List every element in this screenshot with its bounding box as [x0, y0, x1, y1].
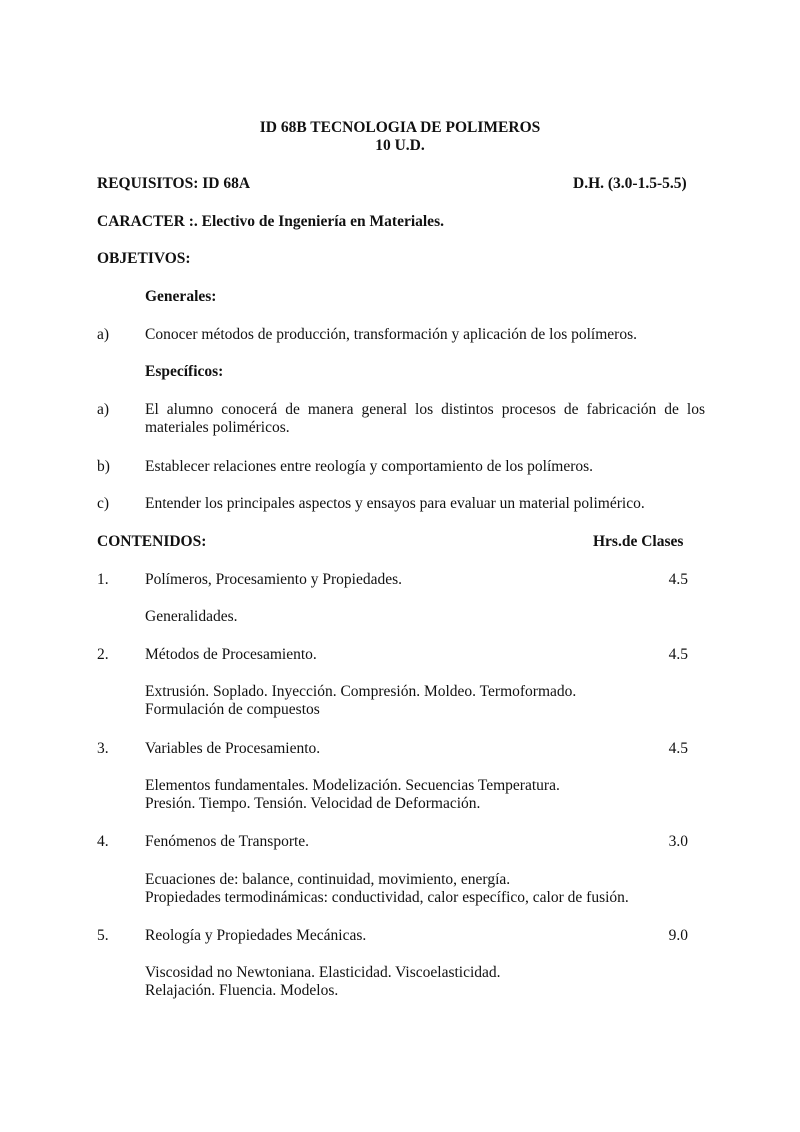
especificos-item: Establecer relaciones entre reología y comportamiento de los polímeros.: [145, 458, 594, 475]
content-title: Reología y Propiedades Mecánicas.: [145, 927, 367, 944]
content-number: 5.: [97, 927, 109, 944]
especificos-item: Entender los principales aspectos y ensayos para evaluar un material polimérico.: [145, 495, 645, 512]
content-hours: 9.0: [668, 927, 688, 944]
generales-heading: Generales:: [145, 288, 217, 305]
content-title: Fenómenos de Transporte.: [145, 833, 310, 850]
content-desc: Presión. Tiempo. Tensión. Velocidad de Deformación.: [145, 795, 481, 812]
content-hours: 4.5: [668, 571, 688, 588]
content-hours: 3.0: [668, 833, 688, 850]
content-desc: Ecuaciones de: balance, continuidad, movimiento, energía.: [145, 871, 511, 888]
content-title: Variables de Procesamiento.: [145, 740, 321, 757]
content-title: Polímeros, Procesamiento y Propiedades.: [145, 571, 402, 588]
content-desc: Relajación. Fluencia. Modelos.: [145, 982, 339, 999]
especificos-heading: Específicos:: [145, 363, 224, 380]
content-number: 2.: [97, 646, 109, 663]
generales-item: Conocer métodos de producción, transformación y aplicación de los polímeros.: [145, 326, 637, 343]
content-number: 4.: [97, 833, 109, 850]
content-number: 1.: [97, 571, 109, 588]
especificos-item-line1: El alumno conocerá de manera general los distintos procesos de fabricación de los: [145, 401, 705, 418]
content-hours: 4.5: [668, 740, 688, 757]
course-units: 10 U.D.: [375, 137, 425, 154]
objetivos-heading: OBJETIVOS:: [97, 250, 191, 267]
especificos-marker: c): [97, 495, 110, 512]
content-desc: Generalidades.: [145, 608, 238, 625]
content-hours: 4.5: [668, 646, 688, 663]
especificos-item-line2: materiales poliméricos.: [145, 419, 290, 436]
caracter-line: CARACTER :. Electivo de Ingeniería en Materiales.: [97, 213, 444, 230]
especificos-marker: b): [97, 458, 110, 475]
content-desc: Formulación de compuestos: [145, 701, 320, 718]
content-desc: Elementos fundamentales. Modelización. Secuencias Temperatura.: [145, 777, 560, 794]
generales-marker: a): [97, 326, 110, 343]
dh-hours: D.H. (3.0-1.5-5.5): [573, 175, 687, 192]
content-desc: Viscosidad no Newtoniana. Elasticidad. Viscoelasticidad.: [145, 964, 501, 981]
content-title: Métodos de Procesamiento.: [145, 646, 317, 663]
contenidos-heading: CONTENIDOS:: [97, 533, 207, 550]
hours-heading: Hrs.de Clases: [593, 533, 684, 550]
especificos-marker: a): [97, 401, 110, 418]
requisitos-label: REQUISITOS: ID 68A: [97, 175, 251, 192]
content-desc: Extrusión. Soplado. Inyección. Compresión. Moldeo. Termoformado.: [145, 683, 577, 700]
content-desc: Propiedades termodinámicas: conductividad, calor específico, calor de fusión.: [145, 889, 629, 906]
content-number: 3.: [97, 740, 109, 757]
course-title: ID 68B TECNOLOGIA DE POLIMEROS: [259, 119, 541, 136]
